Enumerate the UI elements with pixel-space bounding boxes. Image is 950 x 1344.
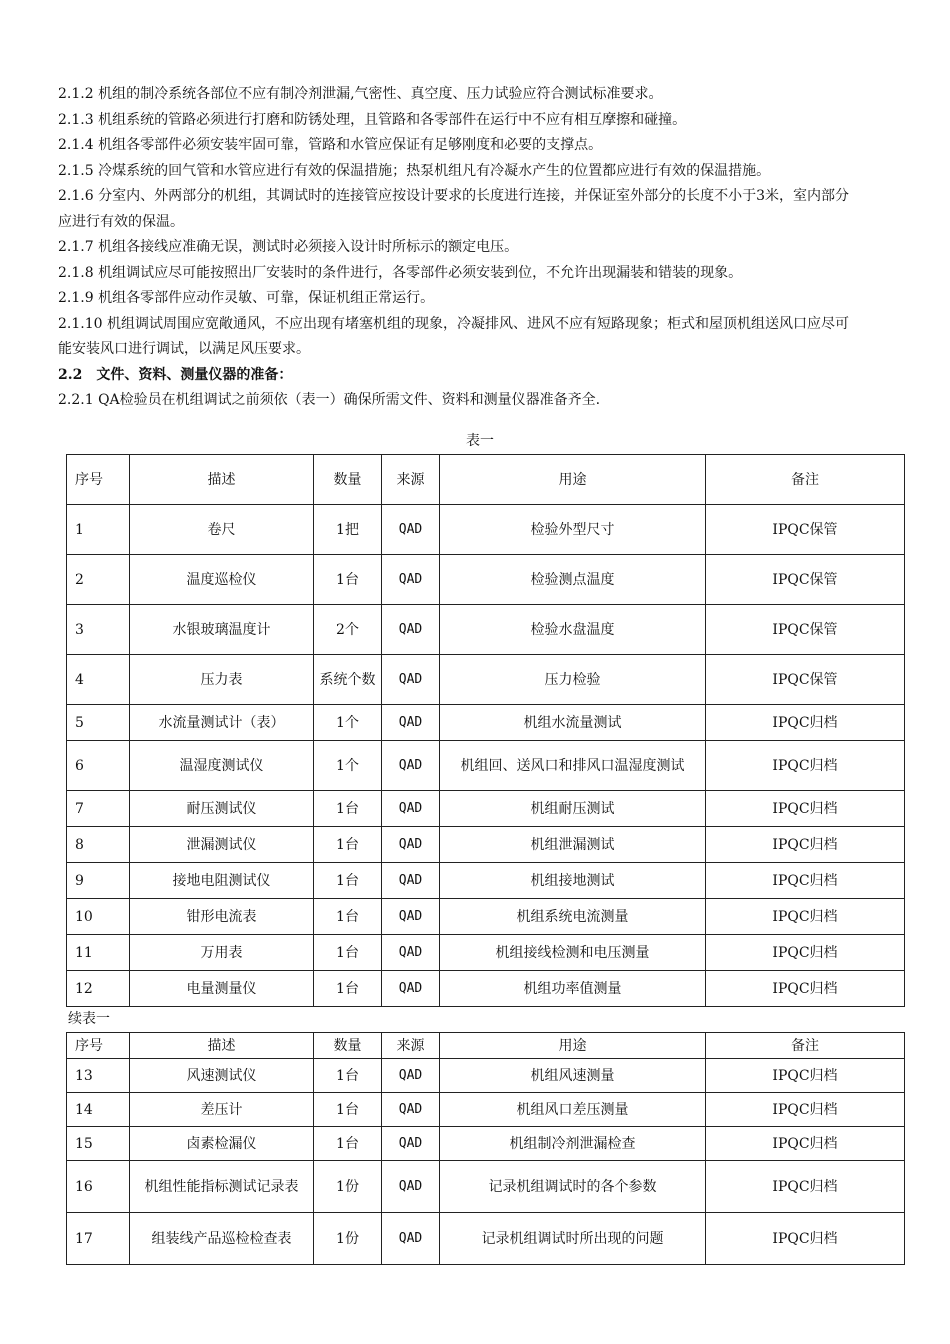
table-row bbox=[67, 1127, 905, 1161]
table-row bbox=[67, 1059, 905, 1093]
header-description: 描述 bbox=[130, 1033, 314, 1059]
cell-quantity: 1台 bbox=[314, 971, 382, 1007]
cell-description: 钳形电流表 bbox=[130, 899, 314, 935]
cell-description: 温度巡检仪 bbox=[130, 555, 314, 605]
cell-index: 13 bbox=[67, 1059, 130, 1093]
header-purpose: 用途 bbox=[440, 1033, 706, 1059]
cell-index: 3 bbox=[67, 605, 130, 655]
cell-source: QAD bbox=[382, 1161, 440, 1213]
cell-remark: IPQC归档 bbox=[706, 1093, 905, 1127]
cell-description: 机组性能指标测试记录表 bbox=[130, 1161, 314, 1213]
cell-quantity: 1台 bbox=[314, 555, 382, 605]
paragraph-2-2-1: 2.2.1 QA检验员在机组调试之前须依（表一）确保所需文件、资料和测量仪器准备齐全. bbox=[58, 392, 601, 408]
cell-purpose: 机组风口差压测量 bbox=[440, 1093, 706, 1127]
cell-description: 风速测试仪 bbox=[130, 1059, 314, 1093]
instrument-table-continued bbox=[66, 1032, 905, 1265]
cell-purpose: 机组接线检测和电压测量 bbox=[440, 935, 706, 971]
cell-purpose: 机组风速测量 bbox=[440, 1059, 706, 1093]
cell-remark: IPQC归档 bbox=[706, 827, 905, 863]
cell-quantity: 1份 bbox=[314, 1213, 382, 1265]
paragraph-2-1-9: 2.1.9 机组各零部件应动作灵敏、可靠，保证机组正常运行。 bbox=[58, 290, 435, 306]
cell-purpose: 机组泄漏测试 bbox=[440, 827, 706, 863]
cell-quantity: 系统个数 bbox=[314, 655, 382, 705]
cell-description: 卤素检漏仪 bbox=[130, 1127, 314, 1161]
requirements-text bbox=[58, 82, 858, 414]
cell-description: 卷尺 bbox=[130, 505, 314, 555]
table-row bbox=[67, 1161, 905, 1213]
cell-index: 5 bbox=[67, 705, 130, 741]
cell-index: 2 bbox=[67, 555, 130, 605]
cell-quantity: 1台 bbox=[314, 863, 382, 899]
table-header-row bbox=[67, 455, 905, 505]
cell-source: QAD bbox=[382, 1127, 440, 1161]
cell-source: QAD bbox=[382, 705, 440, 741]
cell-description: 组装线产品巡检检查表 bbox=[130, 1213, 314, 1265]
cell-index: 10 bbox=[67, 899, 130, 935]
cell-source: QAD bbox=[382, 505, 440, 555]
cell-quantity: 1台 bbox=[314, 1059, 382, 1093]
table-row bbox=[67, 863, 905, 899]
paragraph-2-1-2: 2.1.2 机组的制冷系统各部位不应有制冷剂泄漏,气密性、真空度、压力试验应符合测试标准要求。 bbox=[58, 86, 663, 102]
table-row bbox=[67, 1093, 905, 1127]
cell-index: 14 bbox=[67, 1093, 130, 1127]
table-caption: 表一 bbox=[466, 433, 494, 449]
cell-index: 4 bbox=[67, 655, 130, 705]
cell-index: 12 bbox=[67, 971, 130, 1007]
table-row bbox=[67, 605, 905, 655]
cell-source: QAD bbox=[382, 605, 440, 655]
cell-purpose: 检验测点温度 bbox=[440, 555, 706, 605]
header-source: 来源 bbox=[382, 455, 440, 505]
cell-purpose: 记录机组调试时的各个参数 bbox=[440, 1161, 706, 1213]
paragraph-2-1-10: 2.1.10 机组调试周围应宽敞通风，不应出现有堵塞机组的现象，冷凝排风、进风不应有短路现象；柜式和屋顶机组送风口应尽可能安装风口进行调试，以满足风压要求。 bbox=[58, 315, 849, 357]
cell-purpose: 机组接地测试 bbox=[440, 863, 706, 899]
cell-source: QAD bbox=[382, 827, 440, 863]
paragraph-2-1-6: 2.1.6 分室内、外两部分的机组，其调试时的连接管应按设计要求的长度进行连接，并保证室外部分的长度不小于3米，室内部分应进行有效的保温。 bbox=[58, 188, 849, 230]
cell-quantity: 1份 bbox=[314, 1161, 382, 1213]
cell-quantity: 1台 bbox=[314, 1093, 382, 1127]
cell-purpose: 检验水盘温度 bbox=[440, 605, 706, 655]
paragraph-2-1-3: 2.1.3 机组系统的管路必须进行打磨和防锈处理，且管路和各零部件在运行中不应有相互摩擦和碰撞。 bbox=[58, 111, 687, 128]
cell-index: 15 bbox=[67, 1127, 130, 1161]
cell-remark: IPQC保管 bbox=[706, 655, 905, 705]
cell-source: QAD bbox=[382, 935, 440, 971]
cell-source: QAD bbox=[382, 791, 440, 827]
cell-quantity: 1台 bbox=[314, 791, 382, 827]
table-row bbox=[67, 505, 905, 555]
table-row bbox=[67, 827, 905, 863]
header-quantity: 数量 bbox=[314, 1033, 382, 1059]
cell-remark: IPQC归档 bbox=[706, 1213, 905, 1265]
cell-source: QAD bbox=[382, 655, 440, 705]
header-remark: 备注 bbox=[706, 455, 905, 505]
cell-source: QAD bbox=[382, 741, 440, 791]
cell-quantity: 1台 bbox=[314, 827, 382, 863]
cell-description: 温湿度测试仪 bbox=[130, 741, 314, 791]
paragraph-2-1-8: 2.1.8 机组调试应尽可能按照出厂安装时的条件进行，各零部件必须安装到位，不允许出现漏装和错装的现象。 bbox=[58, 264, 743, 281]
cell-source: QAD bbox=[382, 899, 440, 935]
cell-quantity: 1台 bbox=[314, 935, 382, 971]
cell-source: QAD bbox=[382, 971, 440, 1007]
table-row bbox=[67, 1213, 905, 1265]
cell-source: QAD bbox=[382, 555, 440, 605]
cell-remark: IPQC归档 bbox=[706, 863, 905, 899]
cell-index: 11 bbox=[67, 935, 130, 971]
cell-remark: IPQC归档 bbox=[706, 935, 905, 971]
header-index: 序号 bbox=[67, 455, 130, 505]
header-quantity: 数量 bbox=[314, 455, 382, 505]
cell-index: 17 bbox=[67, 1213, 130, 1265]
cell-purpose: 压力检验 bbox=[440, 655, 706, 705]
cell-purpose: 检验外型尺寸 bbox=[440, 505, 706, 555]
cell-description: 压力表 bbox=[130, 655, 314, 705]
cell-purpose: 机组制冷剂泄漏检查 bbox=[440, 1127, 706, 1161]
cell-remark: IPQC保管 bbox=[706, 505, 905, 555]
cell-source: QAD bbox=[382, 1059, 440, 1093]
continued-caption: 续表一 bbox=[68, 1011, 110, 1027]
cell-description: 接地电阻测试仪 bbox=[130, 863, 314, 899]
cell-remark: IPQC归档 bbox=[706, 791, 905, 827]
table-row bbox=[67, 899, 905, 935]
table-row bbox=[67, 935, 905, 971]
header-remark: 备注 bbox=[706, 1033, 905, 1059]
header-purpose: 用途 bbox=[440, 455, 706, 505]
cell-source: QAD bbox=[382, 1093, 440, 1127]
cell-source: QAD bbox=[382, 863, 440, 899]
cell-quantity: 1台 bbox=[314, 1127, 382, 1161]
cell-purpose: 记录机组调试时所出现的问题 bbox=[440, 1213, 706, 1265]
header-description: 描述 bbox=[130, 455, 314, 505]
section-title-2-2: 2.2 文件、资料、测量仪器的准备： bbox=[58, 366, 293, 383]
cell-description: 水银玻璃温度计 bbox=[130, 605, 314, 655]
cell-quantity: 1个 bbox=[314, 705, 382, 741]
cell-index: 16 bbox=[67, 1161, 130, 1213]
cell-purpose: 机组回、送风口和排风口温湿度测试 bbox=[440, 741, 706, 791]
paragraph-2-1-5: 2.1.5 冷煤系统的回气管和水管应进行有效的保温措施；热泵机组凡有冷凝水产生的位置都应进行有效的保温措施。 bbox=[58, 162, 771, 179]
cell-purpose: 机组系统电流测量 bbox=[440, 899, 706, 935]
cell-remark: IPQC归档 bbox=[706, 705, 905, 741]
cell-description: 万用表 bbox=[130, 935, 314, 971]
cell-quantity: 1个 bbox=[314, 741, 382, 791]
cell-remark: IPQC归档 bbox=[706, 899, 905, 935]
cell-description: 电量测量仪 bbox=[130, 971, 314, 1007]
cell-index: 1 bbox=[67, 505, 130, 555]
table-row bbox=[67, 655, 905, 705]
paragraph-2-1-7: 2.1.7 机组各接线应准确无误，测试时必须接入设计时所标示的额定电压。 bbox=[58, 239, 519, 255]
cell-remark: IPQC保管 bbox=[706, 605, 905, 655]
cell-index: 8 bbox=[67, 827, 130, 863]
paragraph-2-1-4: 2.1.4 机组各零部件必须安装牢固可靠，管路和水管应保证有足够刚度和必要的支撑点。 bbox=[58, 137, 603, 153]
cell-description: 差压计 bbox=[130, 1093, 314, 1127]
table-row bbox=[67, 705, 905, 741]
header-source: 来源 bbox=[382, 1033, 440, 1059]
table-row bbox=[67, 971, 905, 1007]
cell-purpose: 机组耐压测试 bbox=[440, 791, 706, 827]
instrument-table bbox=[66, 454, 905, 1007]
cell-remark: IPQC归档 bbox=[706, 741, 905, 791]
table-row bbox=[67, 791, 905, 827]
cell-index: 6 bbox=[67, 741, 130, 791]
cell-quantity: 2个 bbox=[314, 605, 382, 655]
cell-description: 耐压测试仪 bbox=[130, 791, 314, 827]
cell-remark: IPQC归档 bbox=[706, 1059, 905, 1093]
cell-remark: IPQC保管 bbox=[706, 555, 905, 605]
cell-description: 泄漏测试仪 bbox=[130, 827, 314, 863]
cell-description: 水流量测试计（表） bbox=[130, 705, 314, 741]
cell-purpose: 机组功率值测量 bbox=[440, 971, 706, 1007]
table-row bbox=[67, 741, 905, 791]
cell-remark: IPQC归档 bbox=[706, 1127, 905, 1161]
cell-index: 7 bbox=[67, 791, 130, 827]
cell-quantity: 1把 bbox=[314, 505, 382, 555]
cell-purpose: 机组水流量测试 bbox=[440, 705, 706, 741]
cell-quantity: 1台 bbox=[314, 899, 382, 935]
cell-remark: IPQC归档 bbox=[706, 1161, 905, 1213]
cell-source: QAD bbox=[382, 1213, 440, 1265]
cell-remark: IPQC归档 bbox=[706, 971, 905, 1007]
cell-index: 9 bbox=[67, 863, 130, 899]
table-header-row bbox=[67, 1033, 905, 1059]
header-index: 序号 bbox=[67, 1033, 130, 1059]
table-row bbox=[67, 555, 905, 605]
